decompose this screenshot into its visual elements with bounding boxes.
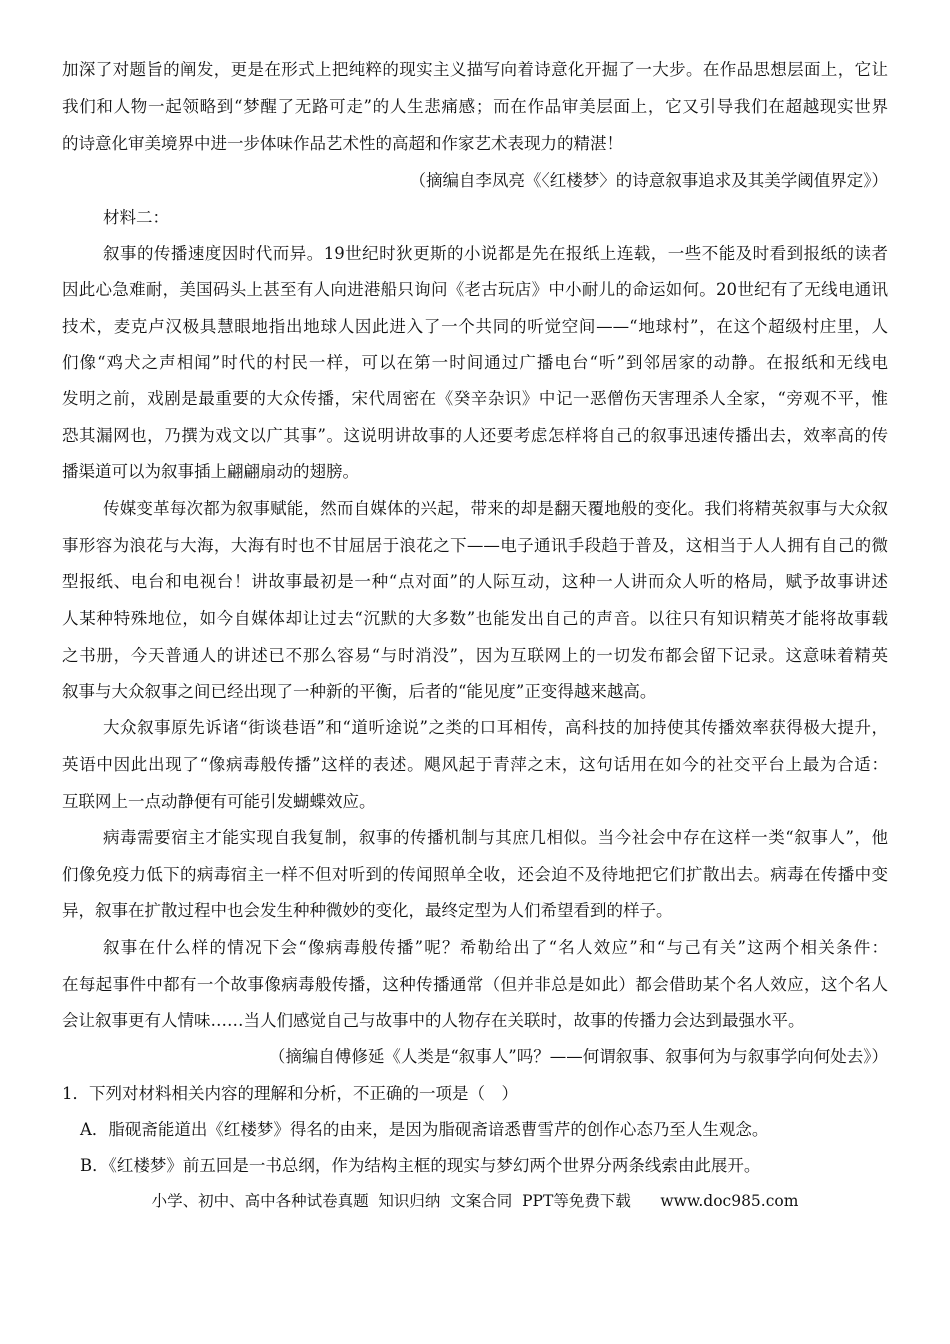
text-line: 们像免疫力低下的病毒宿主一样不但对听到的传闻照单全收，还会迫不及待地把它们扩散出去。病毒在传播中变	[62, 865, 888, 884]
text-line: 异，叙事在扩散过程中也会发生种种微妙的变化，最终定型为人们希望看到的样子。	[62, 901, 673, 920]
citation: （摘编自李凤亮《〈红楼梦〉的诗意叙事追求及其美学阈值界定》）	[409, 171, 888, 190]
text-line: 在每起事件中都有一个故事像病毒般传播，这种传播通常（但并非总是如此）都会借助某个名人效应，这个名人	[62, 975, 888, 994]
text-line: 之书册，今天普通人的讲述已不那么容易“与时消没”，因为互联网上的一切发布都会留下记录。这意味着精英	[62, 646, 888, 665]
text-line: 叙事的传播速度因时代而异。19世纪时狄更斯的小说都是先在报纸上连载，一些不能及时看到报纸的读者	[103, 244, 888, 263]
section-heading: 材料二：	[103, 208, 169, 227]
citation: （摘编自傅修延《人类是“叙事人”吗？——何谓叙事、叙事何为与叙事学向何处去》）	[268, 1047, 888, 1066]
text-line: 们像“鸡犬之声相闻”时代的村民一样，可以在第一时间通过广播电台“听”到邻居家的动静。在报纸和无线电	[62, 353, 888, 372]
text-line: 恐其漏网也，乃撰为戏文以广其事”。这说明讲故事的人还要考虑怎样将自己的叙事迅速传播出去，效率高的传	[62, 426, 888, 445]
text-line: 加深了对题旨的阐发，更是在形式上把纯粹的现实主义描写向着诗意化开掘了一大步。在作品思想层面上，它让	[62, 60, 888, 79]
question-option-a: A．脂砚斋能道出《红楼梦》得名的由来，是因为脂砚斋谙悉曹雪芹的创作心态乃至人生观念。	[80, 1120, 769, 1139]
text-line: 因此心急难耐，美国码头上甚至有人向进港船只询问《老古玩店》中小耐儿的命运如何。20世纪有了无线电通讯	[62, 280, 888, 299]
question-stem: 1．下列对材料相关内容的理解和分析，不正确的一项是（ ）	[62, 1084, 518, 1103]
text-line: 大众叙事原先诉诸“街谈巷语”和“道听途说”之类的口耳相传，高科技的加持使其传播效率获得极大提升，	[103, 718, 888, 737]
text-line: 传媒变革每次都为叙事赋能，然而自媒体的兴起，带来的却是翻天覆地般的变化。我们将精英叙事与大众叙	[103, 499, 888, 518]
text-line: 叙事在什么样的情况下会“像病毒般传播”呢？希勒给出了“名人效应”和“与己有关”这两个相关条件：	[103, 938, 888, 957]
text-line: 人某种特殊地位，如今自媒体却让过去“沉默的大多数”也能发出自己的声音。以往只有知识精英才能将故事载	[62, 609, 888, 628]
text-line: 叙事与大众叙事之间已经出现了一种新的平衡，后者的“能见度”正变得越来越高。	[62, 682, 657, 701]
question-option-b: B．《红楼梦》前五回是一书总纲，作为结构主框的现实与梦幻两个世界分两条线索由此展开。	[80, 1156, 761, 1175]
text-line: 技术，麦克卢汉极具慧眼地指出地球人因此进入了一个共同的听觉空间——“地球村”，在这个超级村庄里，人	[62, 317, 888, 336]
text-line: 事形容为浪花与大海，大海有时也不甘屈居于浪花之下——电子通讯手段趋于普及，这相当于人人拥有自己的微	[62, 536, 888, 555]
text-line: 会让叙事更有人情味……当人们感觉自己与故事中的人物存在关联时，故事的传播力会达到最强水平。	[62, 1011, 805, 1030]
page-footer: 小学、初中、高中各种试卷真题 知识归纳 文案合同 PPT等免费下载 www.doc985.com	[151, 1192, 799, 1210]
text-line: 的诗意化审美境界中进一步体味作品艺术性的高超和作家艺术表现力的精湛！	[62, 134, 623, 153]
text-line: 播渠道可以为叙事插上翩翩扇动的翅膀。	[62, 462, 359, 481]
text-line: 我们和人物一起领略到“梦醒了无路可走”的人生悲痛感；而在作品审美层面上，它又引导我们在超越现实世界	[62, 97, 888, 116]
text-line: 型报纸、电台和电视台！讲故事最初是一种“点对面”的人际互动，这种一人讲而众人听的格局，赋予故事讲述	[62, 572, 888, 591]
text-line: 互联网上一点动静便有可能引发蝴蝶效应。	[62, 792, 376, 811]
text-line: 发明之前，戏剧是最重要的大众传播，宋代周密在《癸辛杂识》中记一恶僧伤天害理杀人全家，“旁观不平，惟	[62, 389, 888, 408]
text-line: 英语中因此出现了“像病毒般传播”这样的表述。飓风起于青萍之末，这句话用在如今的社交平台上最为合适：	[62, 755, 888, 774]
text-line: 病毒需要宿主才能实现自我复制，叙事的传播机制与其庶几相似。当今社会中存在这样一类“叙事人”，他	[103, 828, 888, 847]
